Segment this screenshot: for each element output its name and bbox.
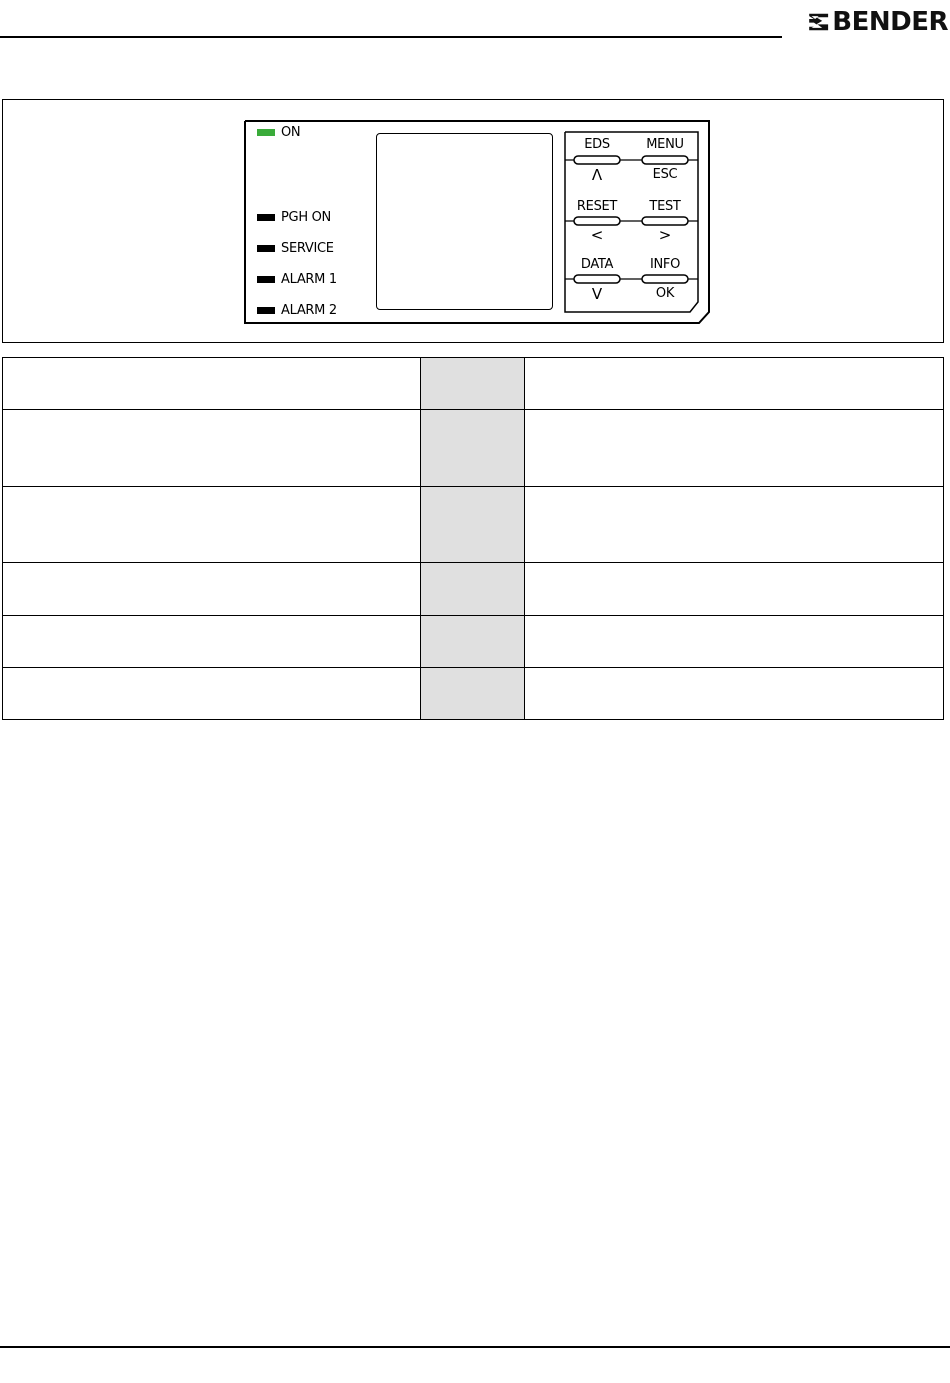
table-cell-label	[3, 616, 421, 668]
table-cell-label	[3, 410, 421, 487]
key-reset-label[interactable]: RESET	[576, 199, 618, 214]
table-cell-id	[420, 358, 525, 410]
key-right-label[interactable]: >	[658, 226, 672, 244]
legend-table	[2, 357, 944, 720]
led-alarm-1-indicator	[257, 276, 275, 283]
key-ok-label[interactable]: OK	[655, 286, 675, 301]
led-service-indicator	[257, 245, 275, 252]
key-info-label[interactable]: INFO	[649, 257, 681, 272]
bender-logo	[808, 4, 948, 40]
led-alarm-1-label: ALARM 1	[281, 271, 337, 287]
led-alarm-2	[257, 302, 337, 318]
table-cell-label	[3, 358, 421, 410]
table-cell-description	[525, 410, 944, 487]
led-service	[257, 240, 334, 256]
table-cell-id	[420, 616, 525, 668]
table-cell-description	[525, 616, 944, 668]
table-row	[3, 563, 944, 616]
key-up-label[interactable]: Λ	[591, 166, 603, 184]
led-on-label: ON	[281, 124, 301, 140]
led-pgh-on	[257, 209, 331, 225]
key-esc-label[interactable]: ESC	[652, 167, 678, 182]
table-cell-description	[525, 563, 944, 616]
led-on	[257, 124, 300, 140]
table-cell-description	[525, 668, 944, 720]
table-row	[3, 668, 944, 720]
bender-logo-icon	[808, 6, 829, 38]
key-data-label[interactable]: DATA	[580, 257, 614, 272]
key-down-label[interactable]: V	[591, 285, 603, 303]
table-row	[3, 410, 944, 487]
led-pgh-on-label: PGH ON	[281, 209, 331, 225]
led-alarm-2-indicator	[257, 307, 275, 314]
table-cell-description	[525, 487, 944, 563]
table-cell-label	[3, 668, 421, 720]
table-row	[3, 616, 944, 668]
brand-name: BENDER	[832, 7, 948, 37]
led-pgh-on-indicator	[257, 214, 275, 221]
table-cell-id	[420, 487, 525, 563]
table-row	[3, 487, 944, 563]
table-row	[3, 358, 944, 410]
table-cell-id	[420, 668, 525, 720]
led-on-indicator	[257, 129, 275, 136]
key-eds-label[interactable]: EDS	[584, 137, 610, 152]
led-service-label: SERVICE	[281, 240, 334, 256]
table-cell-label	[3, 487, 421, 563]
key-left-label[interactable]: <	[590, 226, 604, 244]
table-cell-id	[420, 563, 525, 616]
led-alarm-2-label: ALARM 2	[281, 302, 337, 318]
led-alarm-1	[257, 271, 337, 287]
lcd-display	[376, 133, 553, 310]
header-rule	[0, 36, 782, 38]
key-menu-label[interactable]: MENU	[646, 137, 684, 152]
table-cell-label	[3, 563, 421, 616]
key-test-label[interactable]: TEST	[649, 199, 681, 214]
table-cell-id	[420, 410, 525, 487]
footer-rule	[0, 1346, 950, 1348]
table-cell-description	[525, 358, 944, 410]
